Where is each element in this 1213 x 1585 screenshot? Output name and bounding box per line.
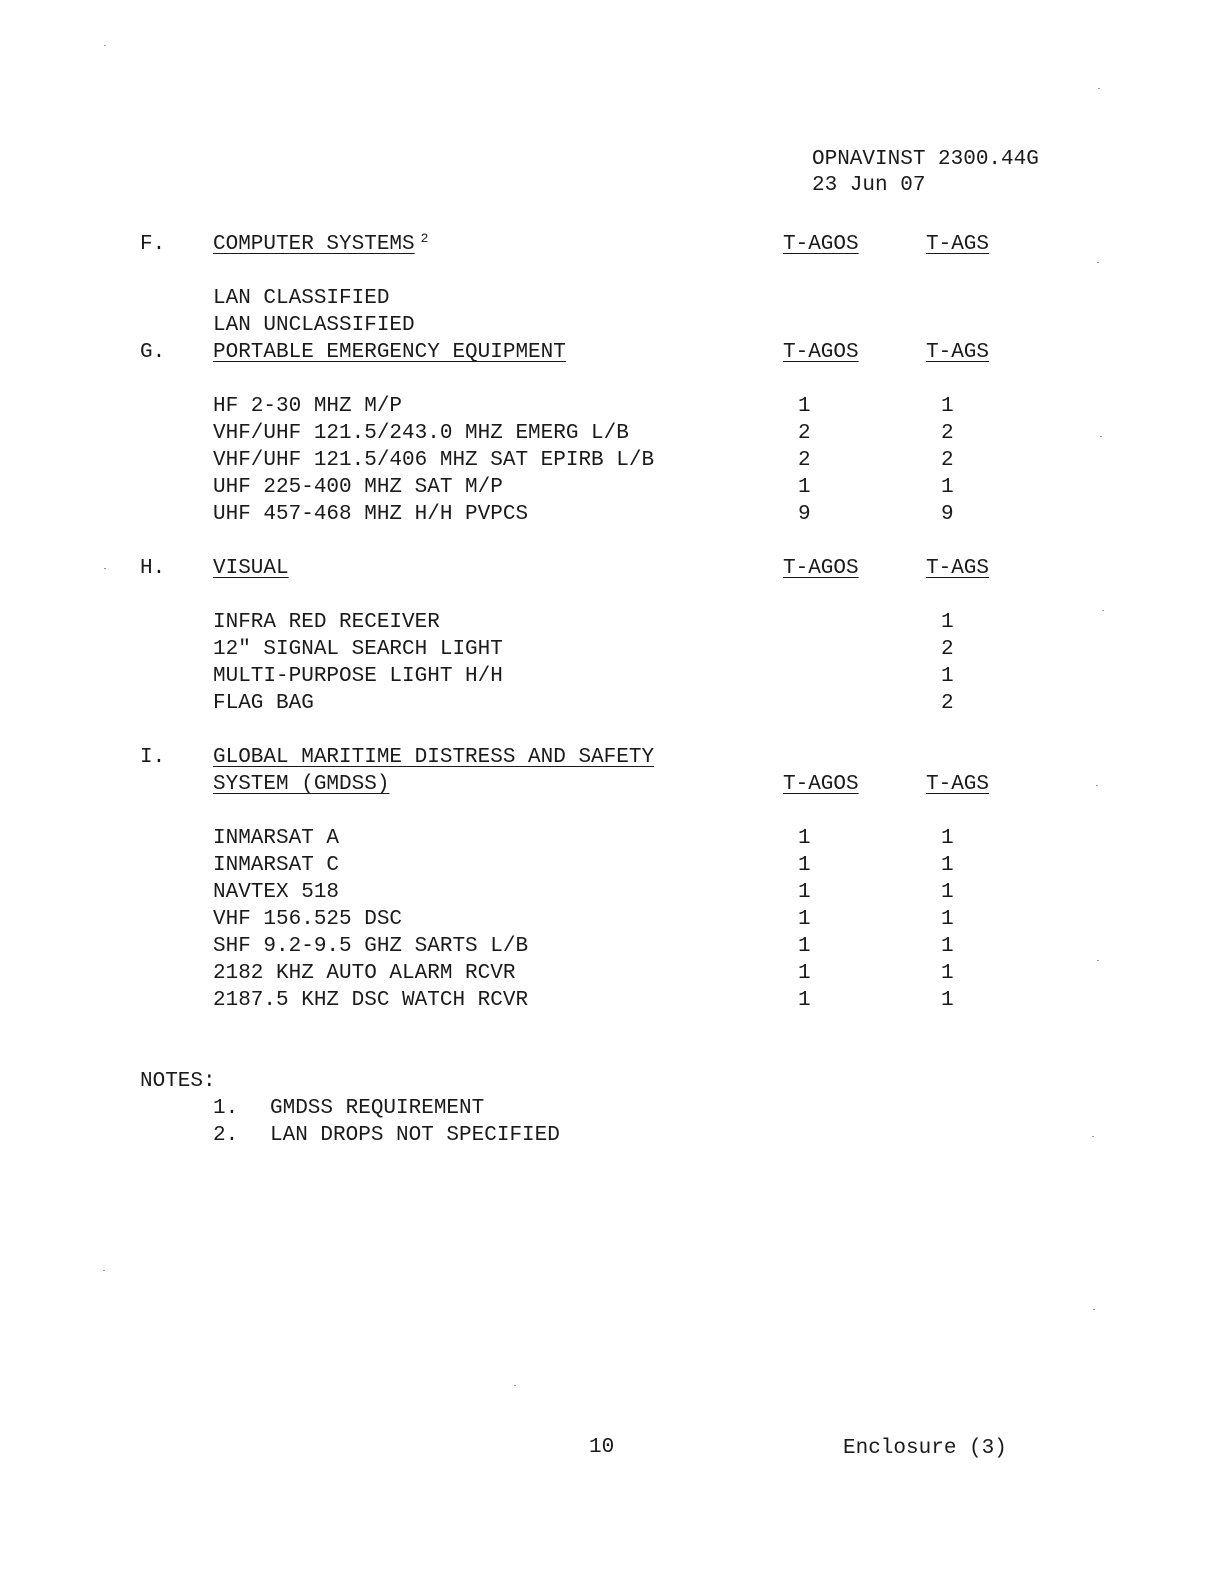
qty-t-ags: 2 xyxy=(941,449,954,472)
note-reference: 2 xyxy=(420,231,429,246)
scan-speck xyxy=(104,45,106,46)
qty-t-ags: 1 xyxy=(941,827,954,850)
section-title-gmdss-line1: GLOBAL MARITIME DISTRESS AND SAFETY xyxy=(213,746,655,769)
qty-t-agos: 1 xyxy=(798,935,811,958)
column-header-t-ags: T-AGS xyxy=(926,341,990,364)
qty-t-ags: 1 xyxy=(941,908,954,931)
section-letter-i: I. xyxy=(140,746,166,769)
list-item: UHF 457-468 MHZ H/H PVPCS xyxy=(213,503,529,526)
list-item: INFRA RED RECEIVER xyxy=(213,611,440,634)
qty-t-ags: 1 xyxy=(941,881,954,904)
column-header-t-ags: T-AGS xyxy=(926,557,990,580)
qty-t-agos: 1 xyxy=(798,962,811,985)
list-item: 2182 KHZ AUTO ALARM RCVR xyxy=(213,962,516,985)
scan-speck xyxy=(1097,960,1099,961)
qty-t-ags: 9 xyxy=(941,503,954,526)
qty-t-ags: 1 xyxy=(941,962,954,985)
column-header-t-agos: T-AGOS xyxy=(783,233,859,256)
qty-t-ags: 2 xyxy=(941,422,954,445)
column-header-t-ags: T-AGS xyxy=(926,773,990,796)
list-item: SHF 9.2-9.5 GHZ SARTS L/B xyxy=(213,935,529,958)
section-letter-h: H. xyxy=(140,557,166,580)
qty-t-agos: 1 xyxy=(798,989,811,1012)
section-letter-f: F. xyxy=(140,233,166,256)
list-item: LAN UNCLASSIFIED xyxy=(213,314,415,337)
list-item: VHF 156.525 DSC xyxy=(213,908,403,931)
qty-t-agos: 1 xyxy=(798,476,811,499)
note-number: 2. xyxy=(213,1124,239,1147)
note-number: 1. xyxy=(213,1097,239,1120)
section-title-gmdss-line2: SYSTEM (GMDSS) xyxy=(213,773,390,796)
list-item: 12″ SIGNAL SEARCH LIGHT xyxy=(213,638,503,661)
list-item: VHF/UHF 121.5/406 MHZ SAT EPIRB L/B xyxy=(213,449,655,472)
column-header-t-agos: T-AGOS xyxy=(783,773,859,796)
list-item: NAVTEX 518 xyxy=(213,881,340,904)
section-title-text: COMPUTER SYSTEMS xyxy=(213,233,415,256)
scan-speck xyxy=(1093,1309,1095,1310)
scan-speck xyxy=(1100,436,1102,437)
list-item: UHF 225-400 MHZ SAT M/P xyxy=(213,476,503,499)
list-item: FLAG BAG xyxy=(213,692,314,715)
column-header-t-agos: T-AGOS xyxy=(783,557,859,580)
qty-t-ags: 1 xyxy=(941,395,954,418)
list-item: INMARSAT C xyxy=(213,854,340,877)
document-date: 23 Jun 07 xyxy=(812,174,926,197)
qty-t-ags: 1 xyxy=(941,989,954,1012)
qty-t-ags: 2 xyxy=(941,638,954,661)
section-title-visual: VISUAL xyxy=(213,557,289,580)
qty-t-agos: 9 xyxy=(798,503,811,526)
list-item: LAN CLASSIFIED xyxy=(213,287,390,310)
note-text: LAN DROPS NOT SPECIFIED xyxy=(270,1124,560,1147)
column-header-t-ags: T-AGS xyxy=(926,233,990,256)
scan-speck xyxy=(103,1270,105,1271)
qty-t-ags: 1 xyxy=(941,854,954,877)
page-number: 10 xyxy=(589,1436,615,1459)
qty-t-ags: 1 xyxy=(941,476,954,499)
qty-t-ags: 1 xyxy=(941,935,954,958)
list-item: 2187.5 KHZ DSC WATCH RCVR xyxy=(213,989,529,1012)
list-item: VHF/UHF 121.5/243.0 MHZ EMERG L/B xyxy=(213,422,629,445)
column-header-t-agos: T-AGOS xyxy=(783,341,859,364)
qty-t-agos: 2 xyxy=(798,449,811,472)
list-item: MULTI-PURPOSE LIGHT H/H xyxy=(213,665,503,688)
scan-speck xyxy=(1097,262,1099,263)
qty-t-agos: 1 xyxy=(798,395,811,418)
scan-speck xyxy=(1096,785,1098,786)
enclosure-label: Enclosure (3) xyxy=(843,1437,1007,1460)
scan-speck xyxy=(104,568,106,569)
qty-t-agos: 2 xyxy=(798,422,811,445)
scan-speck xyxy=(1102,610,1104,611)
qty-t-ags: 1 xyxy=(941,611,954,634)
qty-t-ags: 1 xyxy=(941,665,954,688)
notes-heading: NOTES: xyxy=(140,1070,216,1093)
qty-t-agos: 1 xyxy=(798,881,811,904)
qty-t-ags: 2 xyxy=(941,692,954,715)
list-item: HF 2-30 MHZ M/P xyxy=(213,395,403,418)
note-text: GMDSS REQUIREMENT xyxy=(270,1097,485,1120)
list-item: INMARSAT A xyxy=(213,827,340,850)
section-title-portable-emergency-equipment: PORTABLE EMERGENCY EQUIPMENT xyxy=(213,341,566,364)
scan-speck xyxy=(514,1385,516,1386)
qty-t-agos: 1 xyxy=(798,827,811,850)
scan-speck xyxy=(1092,1136,1094,1137)
section-title-computer-systems xyxy=(213,233,428,257)
scan-speck xyxy=(1098,88,1100,89)
section-letter-g: G. xyxy=(140,341,166,364)
qty-t-agos: 1 xyxy=(798,854,811,877)
document-id: OPNAVINST 2300.44G xyxy=(812,148,1039,171)
qty-t-agos: 1 xyxy=(798,908,811,931)
